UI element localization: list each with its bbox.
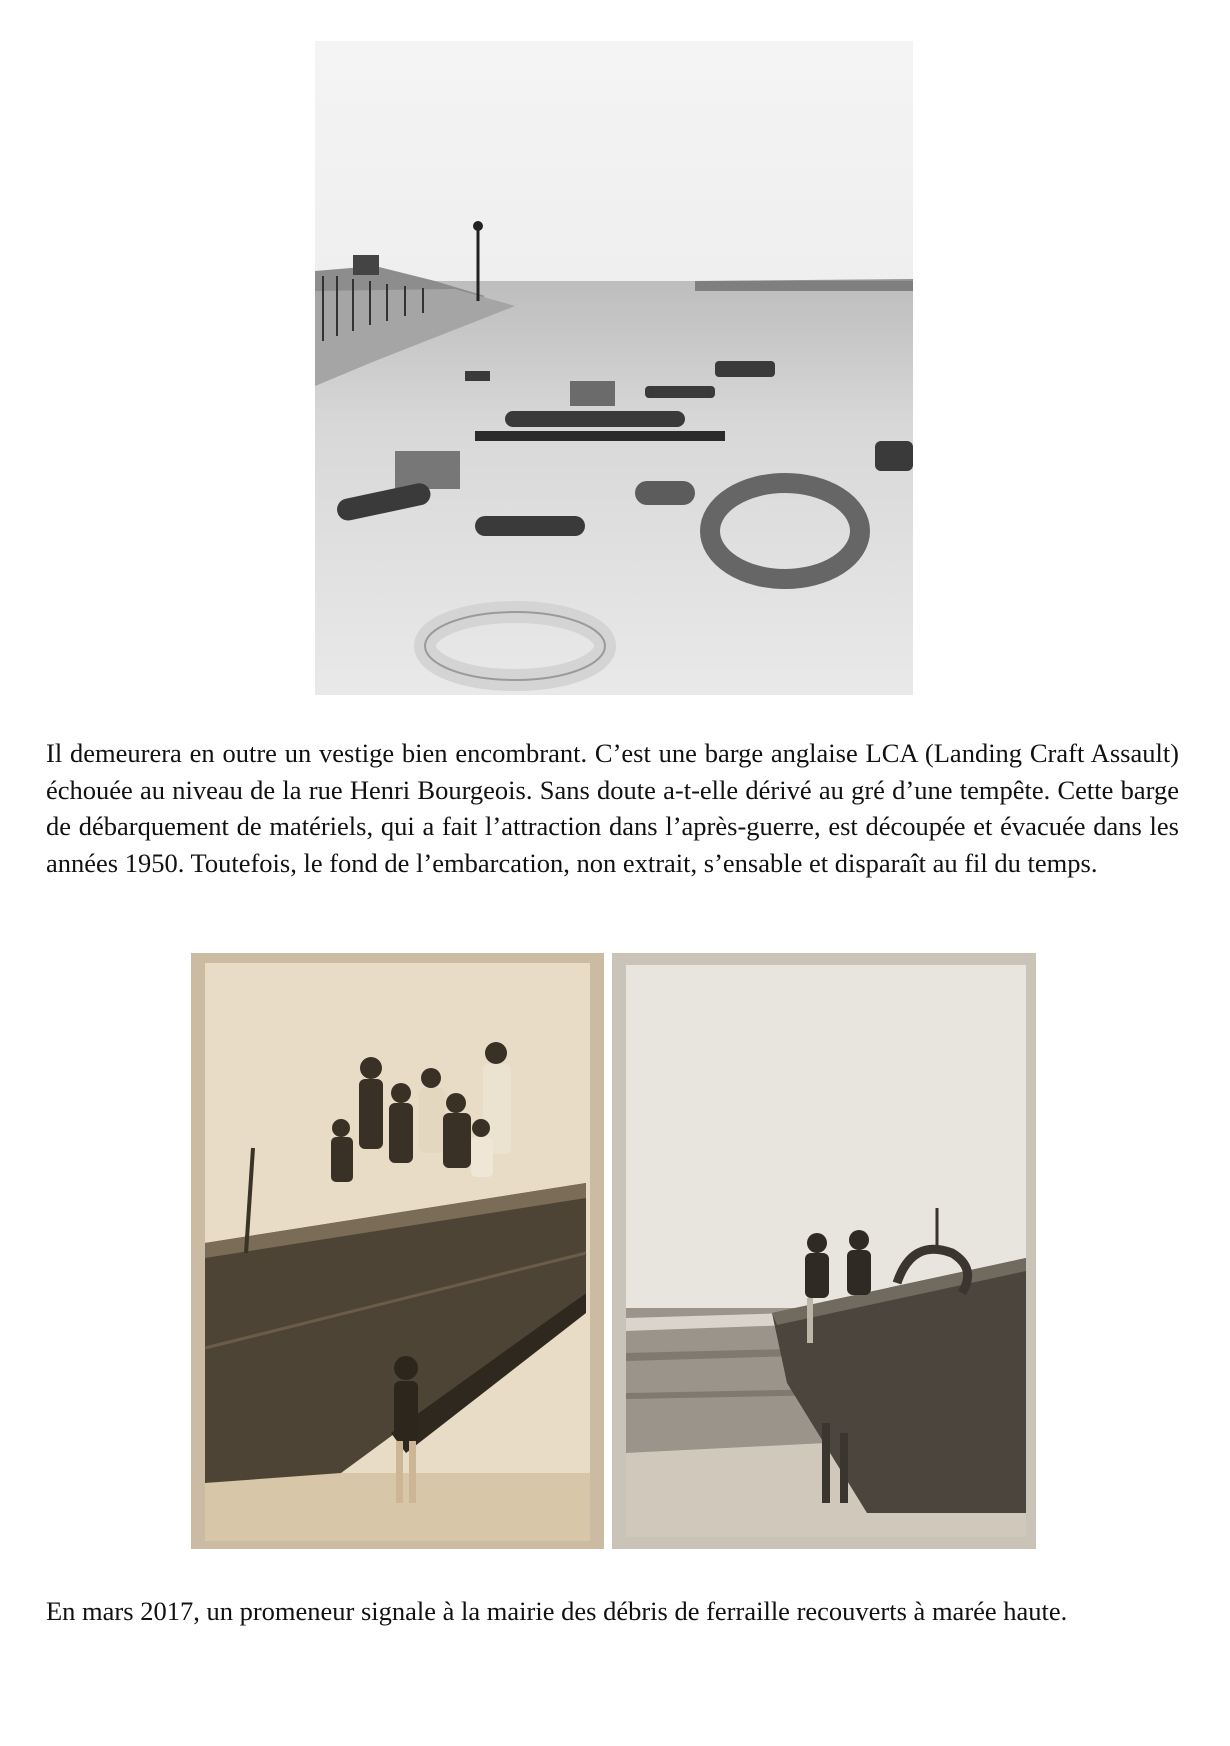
body-paragraph: Il demeurera en outre un vestige bien encombrant. C’est une barge anglaise LCA (Landing Craft Assault) échouée au niveau de la rue Henri Bourgeois. Sans doute a-t-elle dérivé au gré d’une tempête. Cette barge de débarquement de matériels, qui a fait l’attraction dans l’après-guerre, est découpée et évacuée dans les années 1950. Toutefois, le fond de l’embarcation, non extrait, s’ensable et disparaît au fil du temps. [46,738,1179,878]
boys-on-barge-image [612,953,1036,1549]
family-on-barge-image [191,953,604,1549]
photo-beach-debris [315,41,913,695]
beach-debris-image [315,41,913,695]
photo-family-on-barge [191,953,604,1549]
closing-paragraph: En mars 2017, un promeneur signale à la mairie des débris de ferraille recouverts à marée haute. [46,1596,1068,1626]
photo-boys-on-barge [612,953,1036,1549]
